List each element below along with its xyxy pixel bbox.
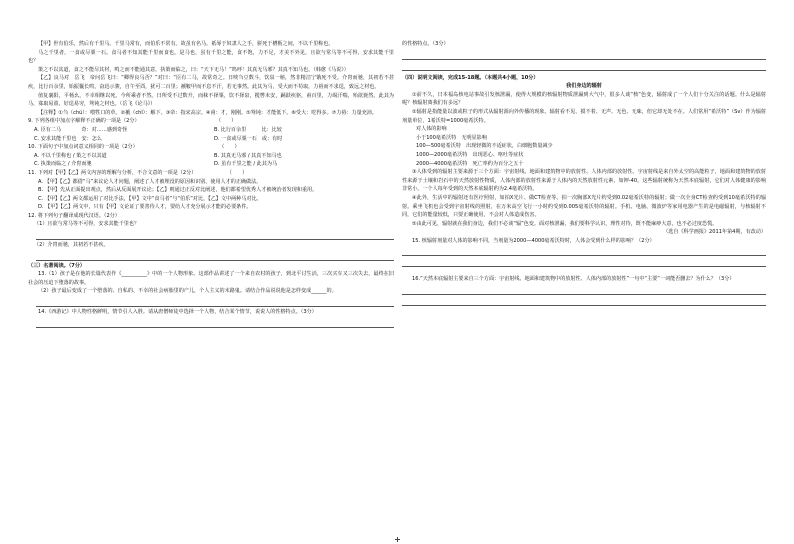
q11-option-c[interactable]: C. 【甲】【乙】两文都运用了对比手法，【甲】文中“食马者”与“伯乐”对比，【乙】文中两种马对比。: [38, 195, 262, 202]
dose-table: [402, 125, 766, 168]
right-column: [402, 40, 766, 307]
question-14: 14.《西游记》中人物性格鲜明，情节引人入胜。请从唐僧师徒中选择一个人物，结合某个情节，说说人的性格特点。（3分）: [38, 309, 317, 316]
answer-line[interactable]: [402, 257, 766, 267]
q11-option-b[interactable]: B. 【甲】先从正面提出观点，然后从反面展开议论；【乙】则通过正反对比阐述，他们都希望优秀人才被统治者发现和重用。: [38, 187, 318, 194]
passage-jia-2: 马之千里者，一食或尽粟一石。食马者不知其能千里而食也。是马也，虽有千里之能，食不饱，力不足，才美不外见，且欲与常马等不可得，安求其能千里也？: [28, 49, 394, 65]
q10-option-b[interactable]: B. 其真无马邪 / 其真不知马也: [214, 152, 282, 159]
q10-option-c[interactable]: C. 执策而临之 / 介胄而驰: [34, 161, 92, 168]
q9-option-c[interactable]: C. 安求其能千里也 安：怎么: [34, 135, 102, 142]
answer-line[interactable]: [36, 318, 394, 328]
passage-jia-3: 策之不以其道，食之不能尽其材，鸣之而不能通其意，执策而临之，曰：“天下无马！”呜呼！其真无马邪？其真不知马也。（韩愈《马说》）: [38, 66, 349, 73]
carryover-text: 的性格特点。（3分）: [402, 41, 449, 47]
passage-jia-1: 【甲】世有伯乐，然后有千里马。千里马常有，而伯乐不常有。故虽有名马，祇辱于奴隶人之手，骈死于槽枥之间，不以千里称也。: [38, 41, 334, 47]
annotation: 【注释】①刍（chú）：喂牲口的草。②褫（chǐ）：解下。③帝：指宋高宗。④甫：才，刚刚。⑤驽钝：才能低下。⑥受大：吃得多。⑦力裕：力量充沛。: [38, 109, 378, 116]
q9-option-d[interactable]: D. 一食或尽粟一石 或：有时: [214, 135, 283, 142]
left-column: [28, 40, 394, 329]
answer-line[interactable]: [36, 251, 394, 261]
question-11: 11. 下列对【甲】【乙】两文内容的理解与分析，不合文意的一项是（2分） （ ）: [28, 169, 248, 176]
question-10: 10. 下面句子中加点词意义相同的一项是（2分） （ ）: [28, 144, 240, 151]
question-13b: （2）孩子最后变成了一个堕落的、自私的、不幸的社会病胎里的产儿，个人主义的末路鬼。请结合作品说说他是怎样变成______的。: [38, 288, 337, 295]
article-para-5: ⑤由此可见，辐射就在我们身边，我们不必谈“辐”色变。面对核泄漏，我们要科学认识，理性对待，既不能麻痹大意，也不必过度恐慌。: [412, 220, 718, 227]
q10-option-d[interactable]: D. 虽有千里之能 / 此其为马: [214, 161, 278, 168]
passage-yi-1: 【乙】良马对 岳飞 帝问岳飞曰：“卿得良马否？”对曰：“臣有二马，故常奇之。日啖刍豆数斗，饮泉一斛，然非精洁宁饿死不受。介胄而驰，其初若不甚疾，比行百余里，始振鬣长鸣，奋迅示骏，自午至酉，犹可二百里；褫鞍甲而不息不汗，若无事然。此其为马，受大而不苟取，力裕而不求逞，致远之材也。: [28, 75, 394, 90]
q12-item-1: （1）且欲与常马等不可得，安求其能千里也？: [34, 221, 140, 228]
question-13: 13.（1）孩子是在他的长篇代表作《__________》中的一个人物形象。这部作品讲述了一个来自农村的孩子，到北平讨生活，三次买车又三次失去，最终在旧社会的压迫下堕落的故事。: [28, 271, 394, 286]
article-para-3: ③人体受到的辐射主要来源于三个方面：宇宙射线、地面和建筑物中的放射性、人体内部的放射性。宇宙射线是来自外太空的高能粒子，地面和建筑物的放射性来源于土壤和岩石中的天然放射性物质，人体内部的放射性来源于人体内的天然放射性元素，如钾-40。这些辐射统称为天然本底辐射，它们对人体健康的影响非常小。一个人每年受到的天然本底辐射约为2.4毫希沃特。: [402, 169, 766, 193]
q11-option-a[interactable]: A. 【甲】【乙】都借“马”来议论人才问题，阐述了人才被埋没的原因和识别、使用人才的正确做法。: [38, 178, 262, 185]
q9-option-a[interactable]: A. 臣有二马 奇：对……感到奇怪: [34, 126, 128, 133]
q10-option-a[interactable]: A. 不以千里称也 / 策之不以其道: [34, 152, 107, 159]
dose-table-row: 1000—2000毫希沃特 出现恶心、呕吐等症状: [416, 151, 524, 158]
answer-line[interactable]: [402, 296, 766, 306]
dose-table-row: 小于100毫希沃特 无明显影响: [416, 134, 487, 141]
dose-table-row: 100—500毫希沃特 出现轻微的不适症状，白细胞数量减少: [416, 143, 553, 150]
answer-line[interactable]: [402, 50, 766, 60]
passage-yi-2: 值复襄阳，平杨幺，不幸相继以死。今所乘者不然。日所受不过数升，而秣不择粟，饮不择泉，揽辔未安，踊跃疾驱，甫百里，力竭汗喘，殆欲毙然。此其为马，寡取易盈，好逞易穷，驽钝之材也。（岳飞《论马》）: [28, 92, 394, 108]
dose-table-title: 对人体的影响: [416, 126, 447, 133]
question-12: 12. 将下列句子翻译成现代汉语。（2分）: [28, 212, 120, 219]
q9-options: [28, 126, 394, 143]
section-title-expository: （四）说明文阅读，完成15-18题。（本题共4小题，10分）: [402, 74, 539, 81]
q9-option-b[interactable]: B. 比行百余里 比：比较: [214, 126, 282, 133]
q10-options: [28, 152, 394, 169]
answer-line[interactable]: [36, 230, 394, 240]
article-para-1: ①前不久，日本福岛核电站事故引发核泄漏，使得大规模的核辐射物质泄漏到大气中，很多人谈“核”色变，辐射成了一个人们十分关注的话题。什么是辐射呢？核辐射离我们有多远？: [402, 91, 766, 107]
q12-item-2: （2）介胄而驰，其初若不甚疾。: [34, 242, 109, 249]
question-9: 9. 下列各组中加点字解释不正确的一项是（2分） （ ）: [28, 118, 237, 125]
article-source: （选自《科学画报》2011年第4期，有改动）: [663, 229, 766, 236]
answer-line[interactable]: [402, 285, 766, 295]
section-title-classics: （三）名著阅读。（7分）: [28, 262, 86, 269]
question-15: 15. 核辐射剂量对人体的影响不同，当剂量为2000—4000毫希沃特时，人体会受到什么样的影响？（2分）: [412, 237, 655, 244]
answer-line[interactable]: [36, 297, 394, 307]
crop-mark-icon: [395, 537, 400, 542]
question-16: 16.“天然本底辐射主要来自三个方面：宇宙射线、地面和建筑物中的放射性、人体内部的放射性”一句中“主要”一词能否删去？为什么？（3分）: [412, 276, 735, 283]
article-para-4: ④此外，生活中的辐射还有医疗照射，如拍X光片、做CT检查等。拍一次胸部X光片约受到0.02毫希沃特的辐射；做一次全身CT检查约受到10毫希沃特的辐射。乘坐飞机也会受到宇宙射线的照射，在万米高空飞行一小时约受到0.005毫希沃特的辐射。手机、电脑、微波炉等家用电器产生的是电磁辐射，与核辐射不同，它们的能量较低，只要正确使用，不会对人体造成伤害。: [402, 194, 766, 219]
q11-option-d[interactable]: D. 【甲】【乙】两文中，只有【甲】文论证了要善待人才，要给人才充分展示才能的必要条件。: [38, 204, 252, 211]
answer-line[interactable]: [402, 246, 766, 256]
dose-table-row: 2000—4000毫希沃特 死亡率约为百分之五十: [416, 160, 524, 167]
article-title: 我们身边的辐射: [566, 83, 602, 90]
answer-line[interactable]: [402, 61, 766, 71]
article-para-2: ②辐射是指能量以波或粒子的形式从辐射源向外传播的现象。辐射看不见、摸不着、无声、无色、无味，但它却无处不在。人们常用“希沃特”（Sv）作为辐射剂量单位，1希沃特=1000毫希沃特。: [402, 108, 766, 124]
